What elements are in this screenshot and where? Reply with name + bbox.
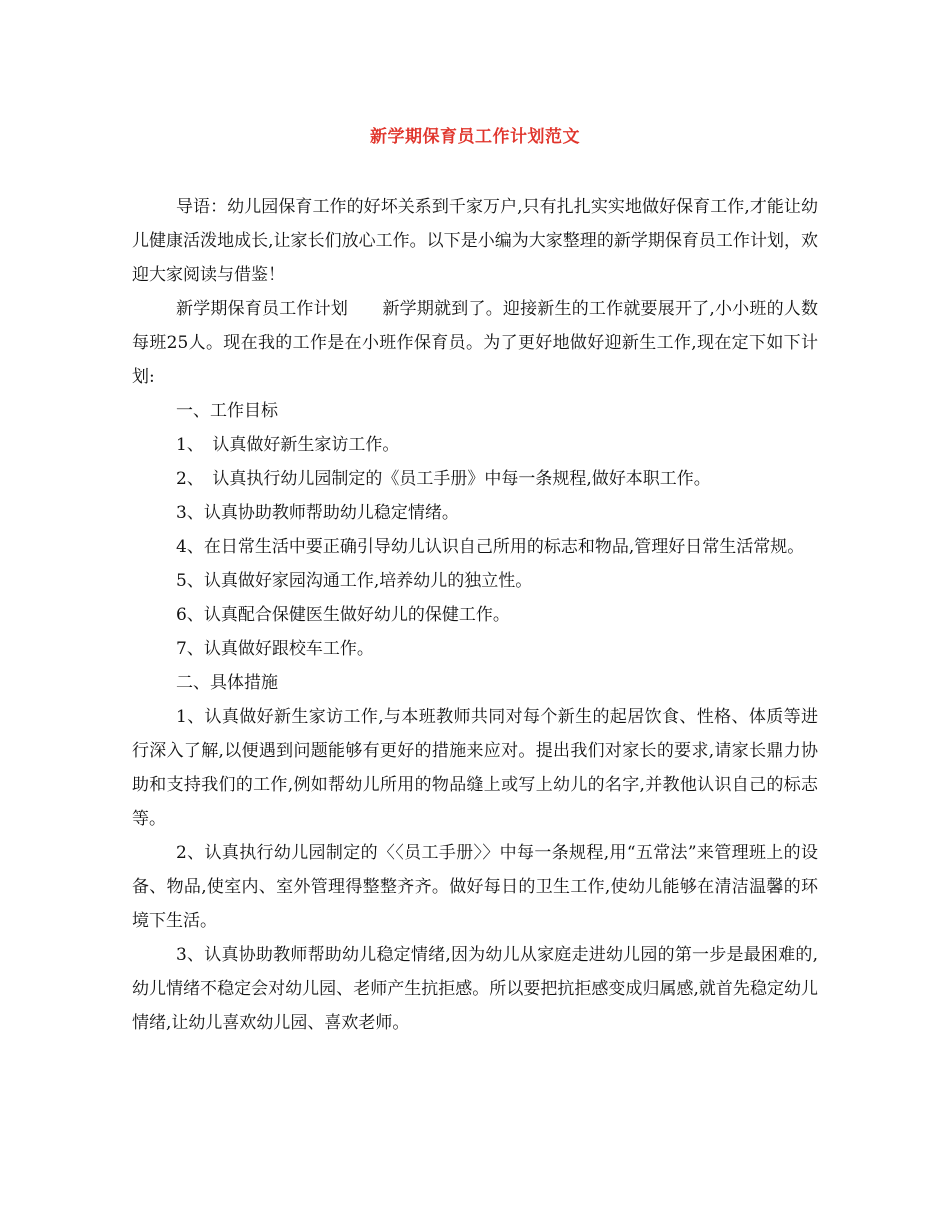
measure-item-1: 1、认真做好新生家访工作,与本班教师共同对每个新生的起居饮食、性格、体质等进行深入了解,以便遇到问题能够有更好的措施来应对。提出我们对家长的要求,请家长鼎力协助和支持我们的工作,例如帮幼儿所用的物品缝上或写上幼儿的名字,并教他认识自己的标志等。 [132, 707, 818, 829]
goal-item-7: 7、认真做好跟校车工作。 [176, 639, 374, 659]
paragraph-plan-opening: 新学期保育员工作计划 新学期就到了。迎接新生的工作就要展开了,小小班的人数每班25人。现在我的工作是在小班作保育员。为了更好地做好迎新生工作,现在定下如下计划: [132, 299, 818, 387]
goal-item-2: 2、 认真执行幼儿园制定的《员工手册》中每一条规程,做好本职工作。 [176, 469, 711, 489]
goal-item-5: 5、认真做好家园沟通工作,培养幼儿的独立性。 [176, 571, 533, 591]
section-heading-goals: 一、工作目标 [176, 401, 278, 421]
measure-item-2: 2、认真执行幼儿园制定的〈〈员工手册〉〉中每一条规程,用“五常法”来管理班上的设备、物品,使室内、室外管理得整整齐齐。做好每日的卫生工作,使幼儿能够在清洁温馨的环境下生活。 [132, 843, 818, 931]
measure-item-3: 3、认真协助教师帮助幼儿稳定情绪,因为幼儿从家庭走进幼儿园的第一步是最困难的,幼儿情绪不稳定会对幼儿园、老师产生抗拒感。所以要把抗拒感变成归属感,就首先稳定幼儿情绪,让幼儿喜欢幼儿园、喜欢老师。 [132, 945, 818, 1033]
document-title: 新学期保育员工作计划范文 [370, 127, 580, 147]
goal-item-1: 1、 认真做好新生家访工作。 [176, 435, 400, 455]
goal-item-4: 4、在日常生活中要正确引导幼儿认识自己所用的标志和物品,管理好日常生活常规。 [176, 537, 805, 557]
goal-item-6: 6、认真配合保健医生做好幼儿的保健工作。 [176, 605, 510, 625]
goal-item-3: 3、认真协助教师帮助幼儿稳定情绪。 [176, 503, 459, 523]
section-heading-measures: 二、具体措施 [176, 673, 278, 693]
paragraph-intro: 导语：幼儿园保育工作的好坏关系到千家万户,只有扎扎实实地做好保育工作,才能让幼儿健康活泼地成长,让家长们放心工作。以下是小编为大家整理的新学期保育员工作计划，欢迎大家阅读与借鉴！ [132, 197, 818, 285]
document-body [132, 190, 818, 1040]
